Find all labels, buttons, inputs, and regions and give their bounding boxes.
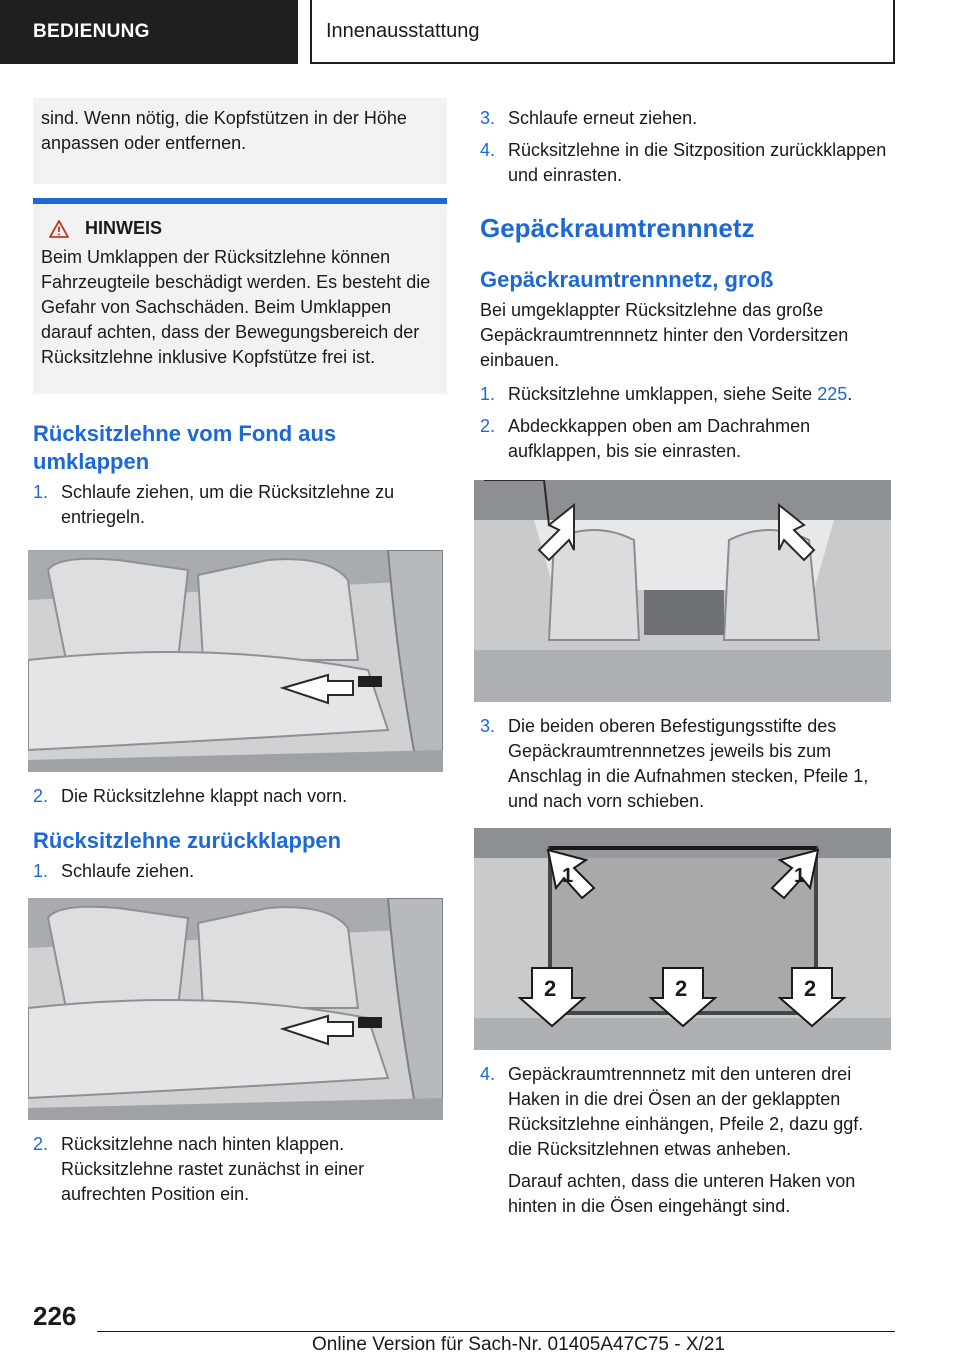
step-text: Die beiden oberen Befestigungsstifte des Gepäckraumtrennnetzes jeweils bis zum Anschlag in die Aufnahmen stecken, Pfeile 1, und nach vorn schieben. — [508, 716, 869, 811]
step-note: Darauf achten, dass die unteren Haken von hinten in die Ösen eingehängt sind. — [508, 1171, 856, 1216]
footer-version: Online Version für Sach-Nr. 01405A47C75 - X/21 — [312, 1334, 725, 1355]
warning-icon — [49, 220, 69, 238]
step-text: Die Rücksitzlehne klappt nach vorn. — [61, 786, 348, 806]
list-item — [480, 382, 891, 407]
step-number: 1. — [480, 384, 496, 404]
list-item — [33, 859, 447, 884]
step-number: 1. — [33, 482, 49, 502]
step-text: Schlaufe erneut ziehen. — [508, 108, 698, 128]
arrow-2-label: 2 — [544, 976, 557, 1001]
step-text: Schlaufe ziehen. — [61, 861, 195, 881]
left-column — [33, 98, 447, 1207]
step-number: 2. — [33, 1134, 49, 1154]
list-item — [33, 480, 447, 530]
right-column — [480, 106, 891, 1219]
list-item — [480, 106, 891, 131]
step-text: Gepäckraumtrennnetz mit den unteren drei Haken in die drei Ösen an der geklappten Rücksitzlehne einhängen, Pfeile 2, dazu ggf. die Rücksitzlehnen etwas anheben. — [508, 1064, 864, 1159]
step-number: 1. — [33, 861, 49, 881]
step-number: 2. — [33, 786, 49, 806]
list-item — [480, 714, 891, 814]
arrow-1-label: 1 — [562, 865, 574, 887]
section-heading-net-large: Gepäckraumtrennnetz, groß — [480, 267, 774, 292]
header-chapter-label: Innenausstattung — [326, 19, 480, 42]
page-number: 226 — [33, 1301, 77, 1331]
footer-divider — [97, 1331, 895, 1332]
list-item — [480, 138, 891, 188]
net-intro: Bei umgeklappter Rücksitzlehne das große Gepäckraumtrennnetz hinter den Vordersitzen einbauen. — [480, 300, 849, 370]
rear-seat-figure-2 — [28, 898, 443, 1120]
step-number: 4. — [480, 140, 496, 160]
step-text: Abdeckkappen oben am Dachrahmen aufklappen, bis sie einrasten. — [508, 416, 811, 461]
cabin-roof-figure — [474, 480, 891, 702]
notice-title — [49, 218, 439, 239]
header-chapter — [310, 0, 895, 64]
arrow-1-label: 1 — [794, 865, 806, 887]
intro-box — [33, 98, 447, 184]
step-number: 4. — [480, 1064, 496, 1084]
notice-title-text: HINWEIS — [85, 218, 163, 238]
list-item — [33, 1132, 447, 1207]
step-text: Schlaufe ziehen, um die Rücksitzlehne zu entriegeln. — [61, 482, 395, 527]
step-text — [508, 382, 891, 407]
step-text: Rücksitzlehne nach hinten klappen. Rücksitzlehne rastet zunächst in einer aufrechten Position ein. — [61, 1134, 365, 1204]
list-item — [33, 784, 447, 809]
rear-seat-figure-1 — [28, 550, 443, 772]
intro-text: sind. Wenn nötig, die Kopfstützen in der Höhe anpassen oder entfernen. — [41, 108, 407, 153]
arrow-2-label: 2 — [804, 976, 817, 1001]
arrow-2-label: 2 — [675, 976, 688, 1001]
section-heading-fold-back: Rücksitzlehne zurückklappen — [33, 828, 342, 853]
notice-text: Beim Umklappen der Rücksitzlehne können Fahrzeugteile beschädigt werden. Es besteht die Gefahr von Sachschäden. Beim Umklappen darauf achten, dass der Bewegungsbereich der Rücksitzlehne inklusive Kopfstütze frei ist. — [41, 247, 431, 367]
header-section-label: BEDIENUNG — [33, 21, 150, 42]
section-heading-fold-from-rear: Rücksitzlehne vom Fond aus umklappen — [33, 421, 337, 474]
step-text: Rücksitzlehne in die Sitzposition zurückklappen und einrasten. — [508, 140, 887, 185]
list-item — [480, 414, 891, 464]
step-number: 2. — [480, 416, 496, 436]
step-text-part: Rücksitzlehne umklappen, siehe Seite — [508, 384, 818, 404]
step-number: 3. — [480, 108, 496, 128]
step-number: 3. — [480, 716, 496, 736]
notice-box — [33, 204, 447, 394]
page-link[interactable]: 225 — [817, 384, 848, 404]
net-install-figure — [474, 828, 891, 1050]
list-item — [480, 1062, 891, 1162]
page-title: Gepäckraumtrennnetz — [480, 213, 755, 243]
step-text-end: . — [847, 384, 853, 404]
header-section — [0, 0, 298, 64]
